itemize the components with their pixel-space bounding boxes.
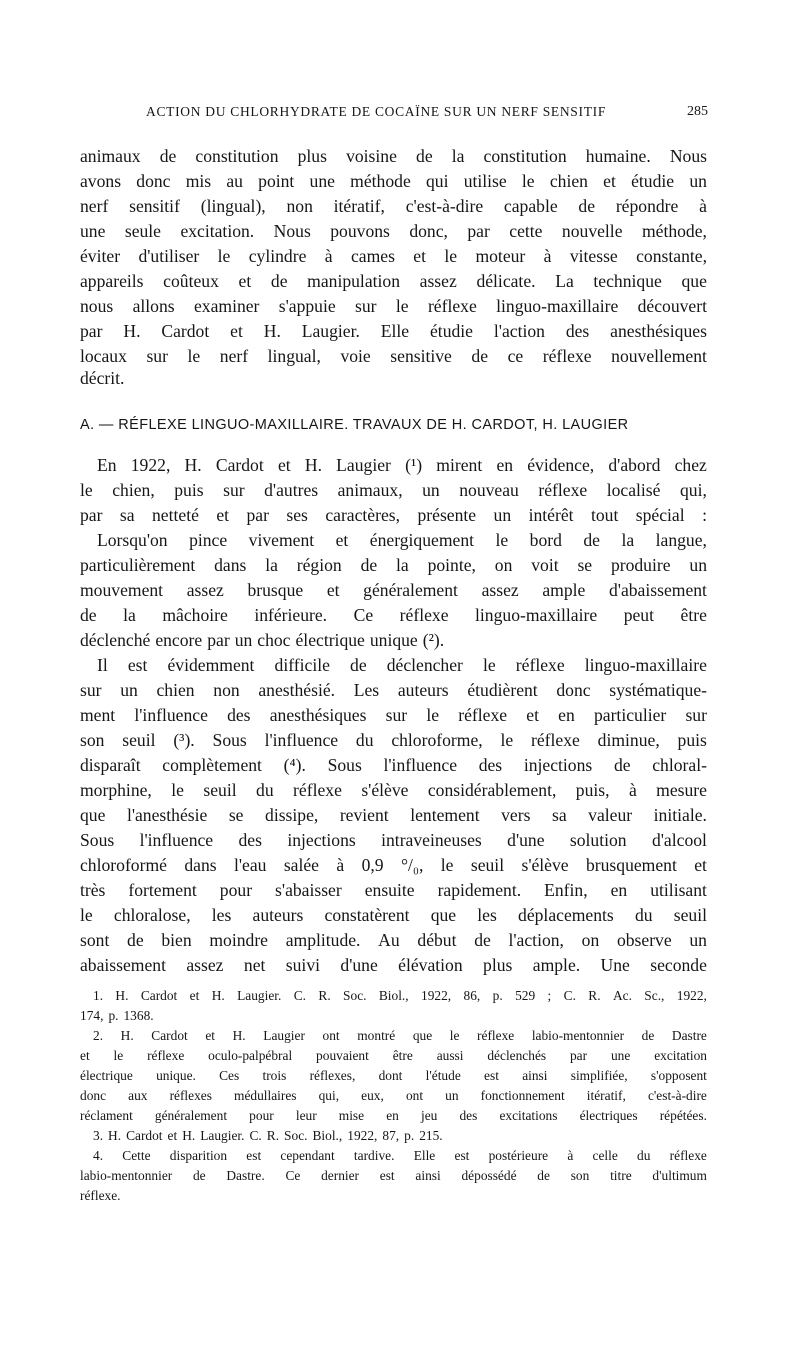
intro-line: animaux de constitution plus voisine de la constitution humaine. Nous — [80, 146, 707, 166]
main-line: chloroformé dans l'eau salée à 0,9 °/₀, le seuil s'élève brusquement et — [80, 855, 707, 875]
footnote-line: et le réflexe oculo-palpébral pouvaient être aussi déclenchés par une excitation — [80, 1048, 707, 1063]
footnote-line: 174, p. 1368. — [80, 1008, 154, 1023]
footnote-line: réflexe. — [80, 1188, 121, 1203]
intro-line: éviter d'utiliser le cylindre à cames et le moteur à vitesse constante, — [80, 246, 707, 266]
main-line: sont de bien moindre amplitude. Au début de l'action, on observe un — [80, 930, 707, 950]
main-line: le chien, puis sur d'autres animaux, un nouveau réflexe localisé qui, — [80, 480, 707, 500]
main-line: Lorsqu'on pince vivement et énergiquement le bord de la langue, — [97, 530, 707, 550]
footnote-line: 1. H. Cardot et H. Laugier. C. R. Soc. Biol., 1922, 86, p. 529 ; C. R. Ac. Sc., 1922, — [93, 988, 707, 1003]
main-line: ment l'influence des anesthésiques sur le réflexe et en particulier sur — [80, 705, 707, 725]
intro-line: avons donc mis au point une méthode qui utilise le chien et étudie un — [80, 171, 707, 191]
main-line: le chloralose, les auteurs constatèrent que les déplacements du seuil — [80, 905, 707, 925]
main-line: disparaît complètement (⁴). Sous l'influence des injections de chloral- — [80, 755, 707, 775]
intro-line: une seule excitation. Nous pouvons donc, par cette nouvelle méthode, — [80, 221, 707, 241]
intro-line: décrit. — [80, 368, 125, 388]
running-title: ACTION DU CHLORHYDRATE DE COCAÏNE SUR UN NERF SENSITIF — [146, 104, 607, 119]
main-line: sur un chien non anesthésié. Les auteurs étudièrent donc systématique- — [80, 680, 707, 700]
main-line: abaissement assez net suivi d'une élévation plus ample. Une seconde — [80, 955, 707, 975]
footnote-line: labio-mentonnier de Dastre. Ce dernier est ainsi dépossédé de son titre d'ultimum — [80, 1168, 707, 1183]
main-line: Sous l'influence des injections intraveineuses d'une solution d'alcool — [80, 830, 707, 850]
main-line: par sa netteté et par ses caractères, présente un intérêt tout spécial : — [80, 505, 707, 525]
main-line: déclenché encore par un choc électrique unique (²). — [80, 630, 445, 650]
main-line: mouvement assez brusque et généralement assez ample d'abaissement — [80, 580, 707, 600]
main-line: Il est évidemment difficile de déclencher le réflexe linguo-maxillaire — [97, 655, 707, 675]
page-number: 285 — [687, 104, 708, 119]
footnote-line: donc aux réflexes médullaires qui, eux, ont un fonctionnement itératif, c'est-à-dire — [80, 1088, 707, 1103]
main-line: que l'anesthésie se dissipe, revient lentement vers sa valeur initiale. — [80, 805, 707, 825]
intro-line: par H. Cardot et H. Laugier. Elle étudie l'action des anesthésiques — [80, 321, 707, 341]
footnote-line: 3. H. Cardot et H. Laugier. C. R. Soc. Biol., 1922, 87, p. 215. — [93, 1128, 443, 1143]
footnote-line: 2. H. Cardot et H. Laugier ont montré que le réflexe labio-mentonnier de Dastre — [93, 1028, 707, 1043]
intro-line: nous allons examiner s'appuie sur le réflexe linguo-maxillaire découvert — [80, 296, 707, 316]
main-line: son seuil (³). Sous l'influence du chloroforme, le réflexe diminue, puis — [80, 730, 707, 750]
main-line: très fortement pour s'abaisser ensuite rapidement. Enfin, en utilisant — [80, 880, 707, 900]
footnote-line: 4. Cette disparition est cependant tardive. Elle est postérieure à celle du réflexe — [93, 1148, 707, 1163]
main-line: morphine, le seuil du réflexe s'élève considérablement, puis, à mesure — [80, 780, 707, 800]
footnote-line: électrique unique. Ces trois réflexes, dont l'étude est ainsi simplifiée, s'opposent — [80, 1068, 707, 1083]
intro-line: locaux sur le nerf lingual, voie sensitive de ce réflexe nouvellement — [80, 346, 707, 366]
intro-line: appareils coûteux et de manipulation assez délicate. La technique que — [80, 271, 707, 291]
footnote-line: réclament généralement pour leur mise en jeu des excitations électriques répétées. — [80, 1108, 707, 1123]
main-line: de la mâchoire inférieure. Ce réflexe linguo-maxillaire peut être — [80, 605, 707, 625]
main-line: particulièrement dans la région de la pointe, on voit se produire un — [80, 555, 707, 575]
section-heading: A. — RÉFLEXE LINGUO-MAXILLAIRE. TRAVAUX DE H. CARDOT, H. LAUGIER — [80, 417, 629, 433]
running-head — [146, 104, 708, 124]
intro-line: nerf sensitif (lingual), non itératif, c'est-à-dire capable de répondre à — [80, 196, 707, 216]
main-line: En 1922, H. Cardot et H. Laugier (¹) mirent en évidence, d'abord chez — [97, 455, 707, 475]
